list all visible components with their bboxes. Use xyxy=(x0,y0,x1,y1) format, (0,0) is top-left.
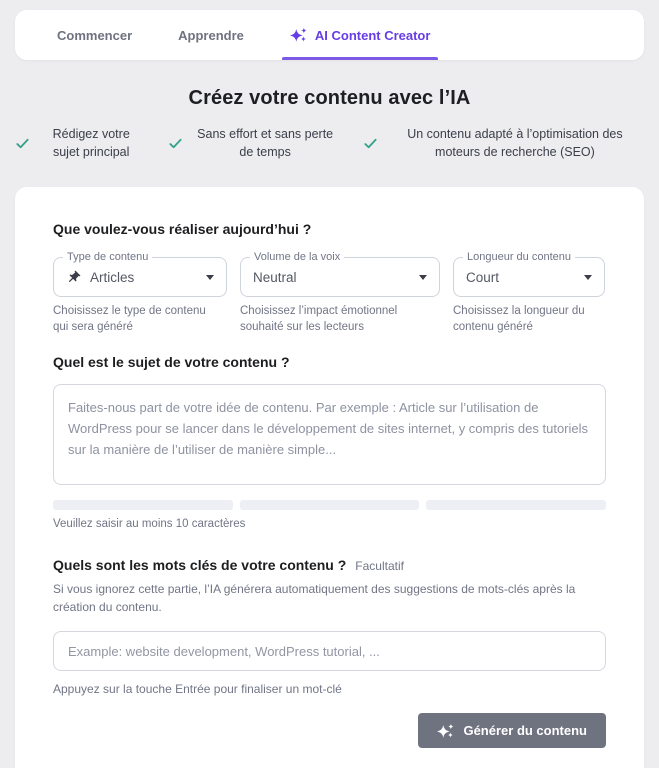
feature-item xyxy=(168,125,338,161)
select-helper: Choisissez la longueur du contenu généré xyxy=(453,305,585,333)
subject-progress xyxy=(53,500,606,510)
select-helper: Choisissez le type de contenu qui sera généré xyxy=(53,305,206,333)
tab-label: Commencer xyxy=(57,27,133,43)
chevron-down-icon xyxy=(584,275,592,280)
tabs-bar xyxy=(15,10,644,60)
select-label: Type de contenu xyxy=(63,251,152,263)
keywords-heading: Quels sont les mots clés de votre contenu ? xyxy=(53,557,347,574)
feature-text: Rédigez votre sujet principal xyxy=(52,127,130,160)
sparkles-icon xyxy=(437,723,454,739)
select-label: Volume de la voix xyxy=(250,251,344,263)
tab-ai-content-creator[interactable] xyxy=(282,10,439,60)
tab-label: AI Content Creator xyxy=(314,27,431,43)
generate-content-button[interactable] xyxy=(418,713,606,748)
check-icon xyxy=(15,136,30,151)
keywords-input[interactable] xyxy=(53,631,606,671)
feature-text: Sans effort et sans perte de temps xyxy=(197,127,334,160)
voice-tone-field xyxy=(240,251,440,335)
keywords-hint: Appuyez sur la touche Entrée pour finaliser un mot-clé xyxy=(53,682,342,697)
voice-tone-select[interactable] xyxy=(240,251,440,297)
subject-heading: Quel est le sujet de votre contenu ? xyxy=(53,354,290,371)
content-type-field xyxy=(53,251,227,335)
options-heading: Que voulez-vous réaliser aujourd’hui ? xyxy=(53,221,312,238)
select-value: Court xyxy=(466,269,500,285)
form-card xyxy=(15,187,644,768)
actions-row xyxy=(53,713,606,748)
feature-item xyxy=(363,125,644,161)
select-helper: Choisissez l’impact émotionnel souhaité sur les lecteurs xyxy=(240,305,398,333)
feature-text: Un contenu adapté à l’optimisation des moteurs de recherche (SEO) xyxy=(407,127,623,160)
subject-progress-segment xyxy=(426,500,606,510)
tab-commencer[interactable] xyxy=(49,10,140,60)
select-value: Neutral xyxy=(253,269,297,285)
keywords-heading-row xyxy=(53,557,606,573)
select-value: Articles xyxy=(90,269,135,285)
pushpin-icon xyxy=(66,270,81,285)
subject-textarea[interactable] xyxy=(53,384,606,485)
subject-progress-segment xyxy=(53,500,233,510)
select-label: Longueur du contenu xyxy=(463,251,575,263)
content-length-select[interactable] xyxy=(453,251,605,297)
chevron-down-icon xyxy=(206,275,214,280)
chevron-down-icon xyxy=(419,275,427,280)
feature-list xyxy=(15,125,644,161)
tab-label: Apprendre xyxy=(178,27,244,43)
tab-apprendre[interactable] xyxy=(170,10,252,60)
generate-content-label: Générer du contenu xyxy=(463,723,587,739)
page-title: Créez votre contenu avec l’IA xyxy=(188,87,471,109)
subject-progress-segment xyxy=(240,500,420,510)
subject-min-note: Veuillez saisir au moins 10 caractères xyxy=(53,518,246,531)
feature-item xyxy=(15,125,144,161)
select-row xyxy=(53,251,606,335)
optional-badge: Facultatif xyxy=(355,559,404,574)
check-icon xyxy=(168,136,183,151)
ai-sparkles-icon xyxy=(290,27,307,43)
content-length-field xyxy=(453,251,605,335)
check-icon xyxy=(363,136,378,151)
hero-section xyxy=(15,60,644,161)
keywords-description: Si vous ignorez cette partie, l’IA générera automatiquement des suggestions de mots-clés après la création du contenu. xyxy=(53,582,576,615)
content-type-select[interactable] xyxy=(53,251,227,297)
